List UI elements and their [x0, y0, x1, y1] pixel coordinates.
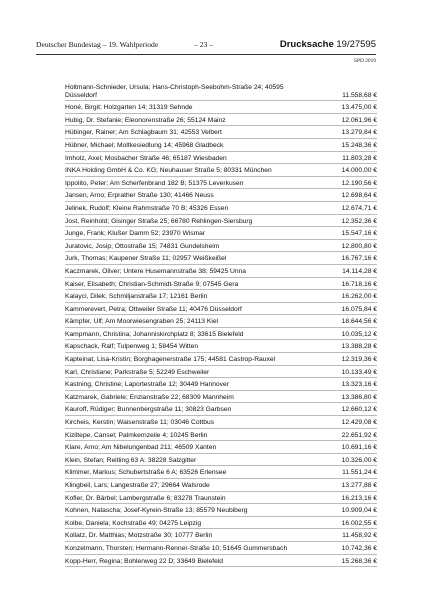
donor-table [65, 84, 377, 570]
table-row [65, 142, 377, 152]
table-row [65, 155, 377, 165]
donation-amount: 15.268,36 € [341, 557, 377, 565]
donation-amount: 12.429,08 € [341, 419, 377, 427]
table-row [65, 180, 377, 190]
table-row [65, 406, 377, 416]
table-row [65, 495, 377, 505]
donor-name-address: Katzmarek, Gabriele; Enzianstraße 22; 68309 Mannheim [65, 393, 234, 401]
donation-amount: 16.075,84 € [341, 305, 377, 313]
donation-amount: 15.248,36 € [341, 141, 377, 149]
donor-name-address: Klingbeil, Lars; Langestraße 27; 29664 Walsrode [65, 482, 210, 489]
table-row [65, 507, 377, 517]
donation-amount: 10.909,04 € [341, 507, 377, 515]
table-row [65, 205, 377, 215]
table-row [65, 243, 377, 253]
donation-amount: 13.279,84 € [341, 129, 377, 137]
party-year-label: SPD 2019 [353, 58, 376, 64]
donation-amount: 16.002,55 € [341, 519, 377, 527]
donor-name-address: Kauroff, Rüdiger; Bunnenbergstraße 11; 30823 Garbsen [65, 406, 232, 414]
donation-amount: 12.352,36 € [341, 217, 377, 225]
table-row [65, 318, 377, 328]
donor-name-address: Imholz, Axel; Mosbacher Straße 46; 65187 Wiesbaden [65, 154, 227, 162]
donor-name-address: Kohnen, Natascha; Josef-Kyrein-Straße 13; 85579 Neubiberg [65, 507, 248, 515]
table-row [65, 218, 377, 228]
table-row [65, 281, 377, 291]
donor-name-address: Kofler, Dr. Bärbel; Lambergstraße 6; 83278 Traunstein [65, 494, 226, 502]
donor-name-address: Kapschack, Ralf; Tulpenweg 1; 58454 Witten [65, 343, 199, 351]
donation-amount: 10.742,36 € [341, 544, 377, 552]
table-row [65, 444, 377, 454]
donation-amount: 13.277,88 € [341, 482, 377, 489]
donation-amount: 10.133,49 € [341, 368, 377, 376]
page-header [36, 40, 376, 54]
document-number [280, 39, 376, 50]
donor-name-address: Kalayci, Dilek; Schmiljanstraße 17; 12161 Berlin [65, 293, 208, 301]
table-row [65, 432, 377, 442]
table-row [65, 369, 377, 379]
donation-amount: 11.803,28 € [342, 154, 377, 162]
donor-name-address: Kiziltepe, Cansel; Palmkernzeile 4; 10245 Berlin [65, 431, 208, 439]
donor-name-address: Klare, Arno; Am Nibelungenbad 211; 46509 Xanten [65, 444, 217, 452]
table-row [65, 192, 377, 202]
donor-name-address: Jelinek, Rudolf; Kleine Rahmstraße 70 B; 45326 Essen [65, 204, 229, 212]
donor-name-address: Junge, Frank; Klußer Damm 52; 23970 Wismar [65, 230, 206, 238]
donation-amount: 12.674,71 € [341, 204, 377, 212]
donor-name-address: Jost, Reinhold; Gisinger Straße 25; 66780 Rehlingen-Siersburg [65, 217, 253, 225]
donor-name-address: Hubig, Dr. Stefanie; Eleonorenstraße 26; 55124 Mainz [65, 116, 226, 124]
donor-name-address: Kastning, Christine; Laportestraße 12; 30449 Hannover [65, 381, 229, 389]
donor-name-address: Klimmer, Markus; Schubertstraße 6 A; 63526 Erlensee [65, 469, 227, 477]
donor-name-address: Karl, Christiane; Parkstraße 5; 52249 Eschweiler [65, 368, 210, 376]
donor-name-address: Holtmann-Schnieder, Ursula; Hans-Christoph-Seebohm-Straße 24; 40595 Düsseldorf [65, 84, 284, 99]
donation-amount: 10.035,12 € [341, 330, 377, 338]
donation-amount: 14.000,00 € [341, 167, 377, 175]
donation-amount: 16.767,16 € [341, 255, 377, 263]
donor-name-address: Kapteinat, Lisa-Kristin; Borghagenerstraße 175; 44581 Castrop-Rauxel [65, 356, 276, 364]
donor-name-address: Honé, Birgit; Holzgarten 14; 31319 Sehnde [65, 104, 193, 112]
donor-name-address: Kaczmarek, Oliver; Untere Husemannstraße 38; 59425 Unna [65, 267, 247, 275]
table-row [65, 394, 377, 404]
donation-amount: 12.190,56 € [341, 179, 377, 187]
table-row [65, 381, 377, 391]
donation-amount: 13.475,00 € [341, 104, 377, 112]
donation-amount: 10.326,00 € [341, 456, 377, 464]
donor-name-address: Jurk, Thomas; Kaupener Straße 11; 02957 Weißkeißel [65, 255, 227, 263]
donor-name-address: Kämpfer, Ulf; Am Moorwiesengraben 25; 24113 Kiel [65, 318, 219, 326]
donation-amount: 11.458,92 € [342, 532, 377, 540]
donation-amount: 11.558,68 € [342, 91, 377, 99]
donation-amount: 16.718,16 € [341, 280, 377, 288]
donor-name-address: Kolbe, Daniela; Kochstraße 49; 04275 Leipzig [65, 519, 202, 527]
donor-name-address: Kammerevert, Petra; Ottweiler Straße 11; 40476 Düsseldorf [65, 305, 242, 313]
table-row [65, 558, 377, 568]
table-row [65, 331, 377, 341]
donation-amount: 16.262,00 € [341, 293, 377, 301]
donation-amount: 13.323,16 € [341, 381, 377, 389]
donation-amount: 12.800,80 € [341, 242, 377, 250]
donor-name-address: Kollatz, Dr. Matthias; Motzstraße 30; 10777 Berlin [65, 532, 213, 540]
document-number-label: Drucksache [279, 39, 334, 50]
donation-amount: 11.551,24 € [342, 469, 377, 477]
table-row [65, 293, 377, 303]
donor-name-address: Kopp-Herr, Regina; Bohlenweg 22 D; 33649 Bielefeld [65, 557, 224, 565]
document-number-value: 19/27595 [336, 39, 376, 50]
table-row [65, 457, 377, 467]
table-row [65, 117, 377, 127]
donation-amount: 14.114,28 € [342, 267, 377, 275]
page-number: – 23 – [194, 40, 213, 49]
donation-amount: 12.319,36 € [341, 356, 377, 364]
donor-name-address: Kircheis, Kerstin; Waisenstraße 11; 03046 Cottbus [65, 419, 215, 427]
donor-name-address: Hübinger, Rainer; Am Schlagbaum 31; 42553 Velbert [65, 129, 222, 137]
table-row [65, 419, 377, 429]
table-row [65, 343, 377, 353]
donor-name-address: Ippolito, Peter; Am Scherfenbrand 182 B; 51375 Leverkusen [65, 179, 244, 187]
donor-name-address: Konzelmann, Thorsten; Hermann-Renner-Straße 10; 51645 Gummersbach [65, 544, 288, 552]
publication-title: Deutscher Bundestag – 19. Wahlperiode [36, 40, 159, 49]
table-row [65, 532, 377, 542]
donor-name-address: INKA Holding GmbH & Co. KG; Neuhauser Straße 5; 80331 München [65, 167, 272, 175]
donor-name-address: Hübner, Michael; Moltkesiedlung 14; 45968 Gladbeck [65, 141, 224, 149]
header-rule [36, 54, 376, 55]
table-row [65, 84, 377, 101]
donation-amount: 12.061,96 € [341, 116, 377, 124]
donation-amount: 13.386,80 € [341, 393, 377, 401]
donation-amount: 18.644,56 € [341, 318, 377, 326]
donation-amount: 22.651,92 € [341, 431, 377, 439]
donation-amount: 10.691,16 € [341, 444, 377, 452]
table-row [65, 167, 377, 177]
table-row [65, 104, 377, 114]
donation-amount: 12.660,12 € [341, 406, 377, 414]
table-row [65, 255, 377, 265]
donor-name-address: Juratovic, Josip; Ottostraße 15; 74831 Gundelsheim [65, 242, 220, 250]
donation-amount: 15.547,16 € [341, 230, 377, 238]
donation-amount: 12.698,64 € [341, 192, 377, 200]
table-row [65, 306, 377, 316]
donor-name-address: Kampmann, Christina; Johanniskirchplatz 8; 33615 Bielefeld [65, 330, 244, 338]
table-row [65, 268, 377, 278]
table-row [65, 482, 377, 492]
table-row [65, 129, 377, 139]
donor-name-address: Kaiser, Elisabeth; Christian-Schmidt-Straße 9; 07545 Gera [65, 280, 239, 288]
table-row [65, 469, 377, 479]
table-row [65, 545, 377, 555]
donation-amount: 13.388,28 € [341, 343, 377, 351]
table-row [65, 520, 377, 530]
table-row [65, 356, 377, 366]
donation-amount: 16.213,16 € [341, 494, 377, 502]
donor-name-address: Klein, Stefan; Reitling 63 A; 38228 Salzgitter [65, 456, 197, 464]
table-row [65, 230, 377, 240]
donor-name-address: Jansen, Arno; Erprather Straße 130; 41466 Neuss [65, 192, 214, 200]
